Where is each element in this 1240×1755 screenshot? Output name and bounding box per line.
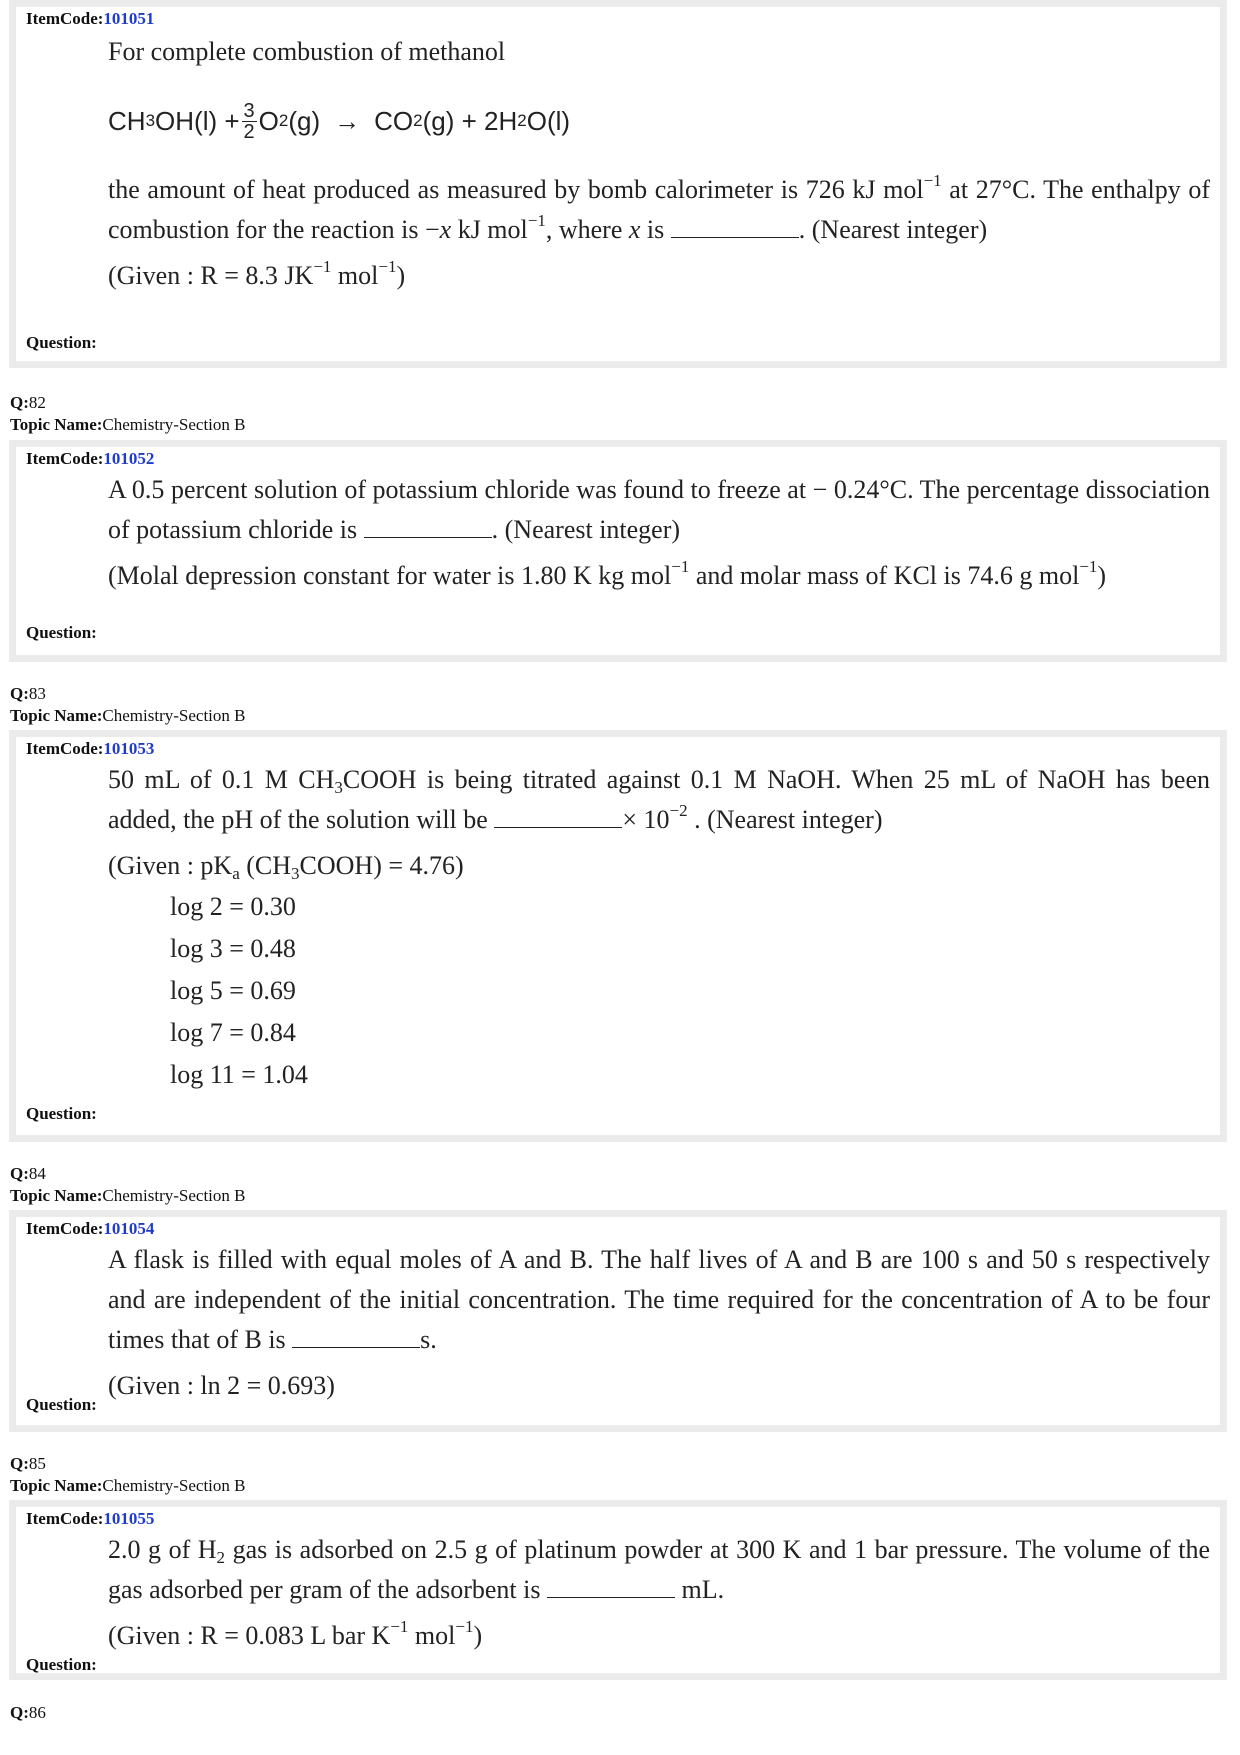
question-text: A flask is filled with equal moles of A and B. The half lives of A and B are 100 s and 50 s respectively and are independent of the initial concentration. The time required for the concentration of A to be four times that of B is s.	[108, 1245, 1210, 1354]
question-text: 2.0 g of $H_2$ gas is adsorbed on 2.5 g of platinum powder at 300 K and 1 bar pressure. The volume of the gas adsorbed per gram of the adsorbent is mL.	[108, 1535, 1210, 1604]
question-card-82	[9, 440, 1227, 662]
question-text: 50 mL of 0.1 M $CH_3COOH$ is being titrated against 0.1 M NaOH. When 25 mL of NaOH has been added, the pH of the solution will be × $10^{-2}$ . (Nearest integer)	[108, 765, 1210, 834]
item-code: ItemCode:101053	[26, 739, 155, 758]
question-label: Question:	[26, 623, 97, 642]
question-header-86: Q:86	[10, 1703, 46, 1722]
question-text: the amount of heat produced as measured by bomb calorimeter is 726 kJ mol$^{-1}$ at 27°C. The enthalpy of combustion for the reaction is −x kJ mol$^{-1}$, where x is . (Nearest integer)	[108, 171, 1210, 244]
question-content	[108, 470, 1210, 596]
item-code: ItemCode:101055	[26, 1509, 155, 1528]
question-label: Question:	[26, 1104, 97, 1123]
question-header-84: Q:84 Topic Name:Chemistry-Section B	[10, 1164, 246, 1205]
answer-blank[interactable]	[671, 219, 799, 238]
given-data: (Molal depression constant for water is 1.80 K kg mol$^{-1}$ and molar mass of KCl is 74.6 g mol$^{-1}$)	[108, 557, 1107, 590]
item-code: ItemCode:101051	[26, 9, 155, 28]
given-data: (Given : $pK_a$ $(CH_3COOH) = 4.76$)	[108, 851, 464, 883]
question-header-85: Q:85 Topic Name:Chemistry-Section B	[10, 1454, 246, 1495]
question-header-82: Q:82 Topic Name:Chemistry-Section B	[10, 393, 246, 434]
question-label: Question:	[26, 1395, 97, 1414]
log-values	[108, 886, 1210, 1096]
question-label: Question:	[26, 1655, 97, 1674]
question-header-83: Q:83 Topic Name:Chemistry-Section B	[10, 684, 246, 725]
question-card-83	[9, 730, 1227, 1142]
log-value: log 5 = 0.69	[170, 976, 296, 1005]
log-value: log 2 = 0.30	[170, 892, 296, 921]
question-label: Question:	[26, 333, 97, 352]
question-card-84	[9, 1210, 1227, 1432]
answer-blank[interactable]	[494, 809, 622, 828]
fraction: $\frac{3}{2}$	[243, 99, 255, 143]
answer-blank[interactable]	[547, 1579, 675, 1598]
given-data: (Given : ln 2 = 0.693)	[108, 1371, 335, 1400]
log-value: log 3 = 0.48	[170, 934, 296, 963]
question-card-85	[9, 1500, 1227, 1680]
chemical-equation: CH 3 OH(l) + $\frac{3}{2}$ O 2 (g) → CO 2 (g) + 2H 2 O(l)	[108, 99, 571, 143]
question-text: A 0.5 percent solution of potassium chloride was found to freeze at − 0.24°C. The percentage dissociation of potassium chloride is . (Nearest integer)	[108, 475, 1210, 544]
given-data: (Given : R = 8.3 $JK^{-1}$ mol$^{-1}$)	[108, 257, 406, 290]
log-value: log 11 = 1.04	[170, 1060, 308, 1089]
item-code: ItemCode:101052	[26, 449, 155, 468]
question-card-81	[9, 0, 1227, 368]
given-data: (Given : R = 0.083 L bar $K^{-1}$ mol$^{-1}$)	[108, 1617, 483, 1650]
question-content	[108, 1530, 1210, 1656]
question-content	[108, 760, 1210, 1096]
item-code: ItemCode:101054	[26, 1219, 155, 1238]
question-intro: For complete combustion of methanol	[108, 37, 506, 66]
log-value: log 7 = 0.84	[170, 1018, 296, 1047]
question-content	[108, 1240, 1210, 1406]
answer-blank[interactable]	[292, 1329, 420, 1348]
question-content	[108, 32, 1210, 296]
answer-blank[interactable]	[364, 519, 492, 538]
